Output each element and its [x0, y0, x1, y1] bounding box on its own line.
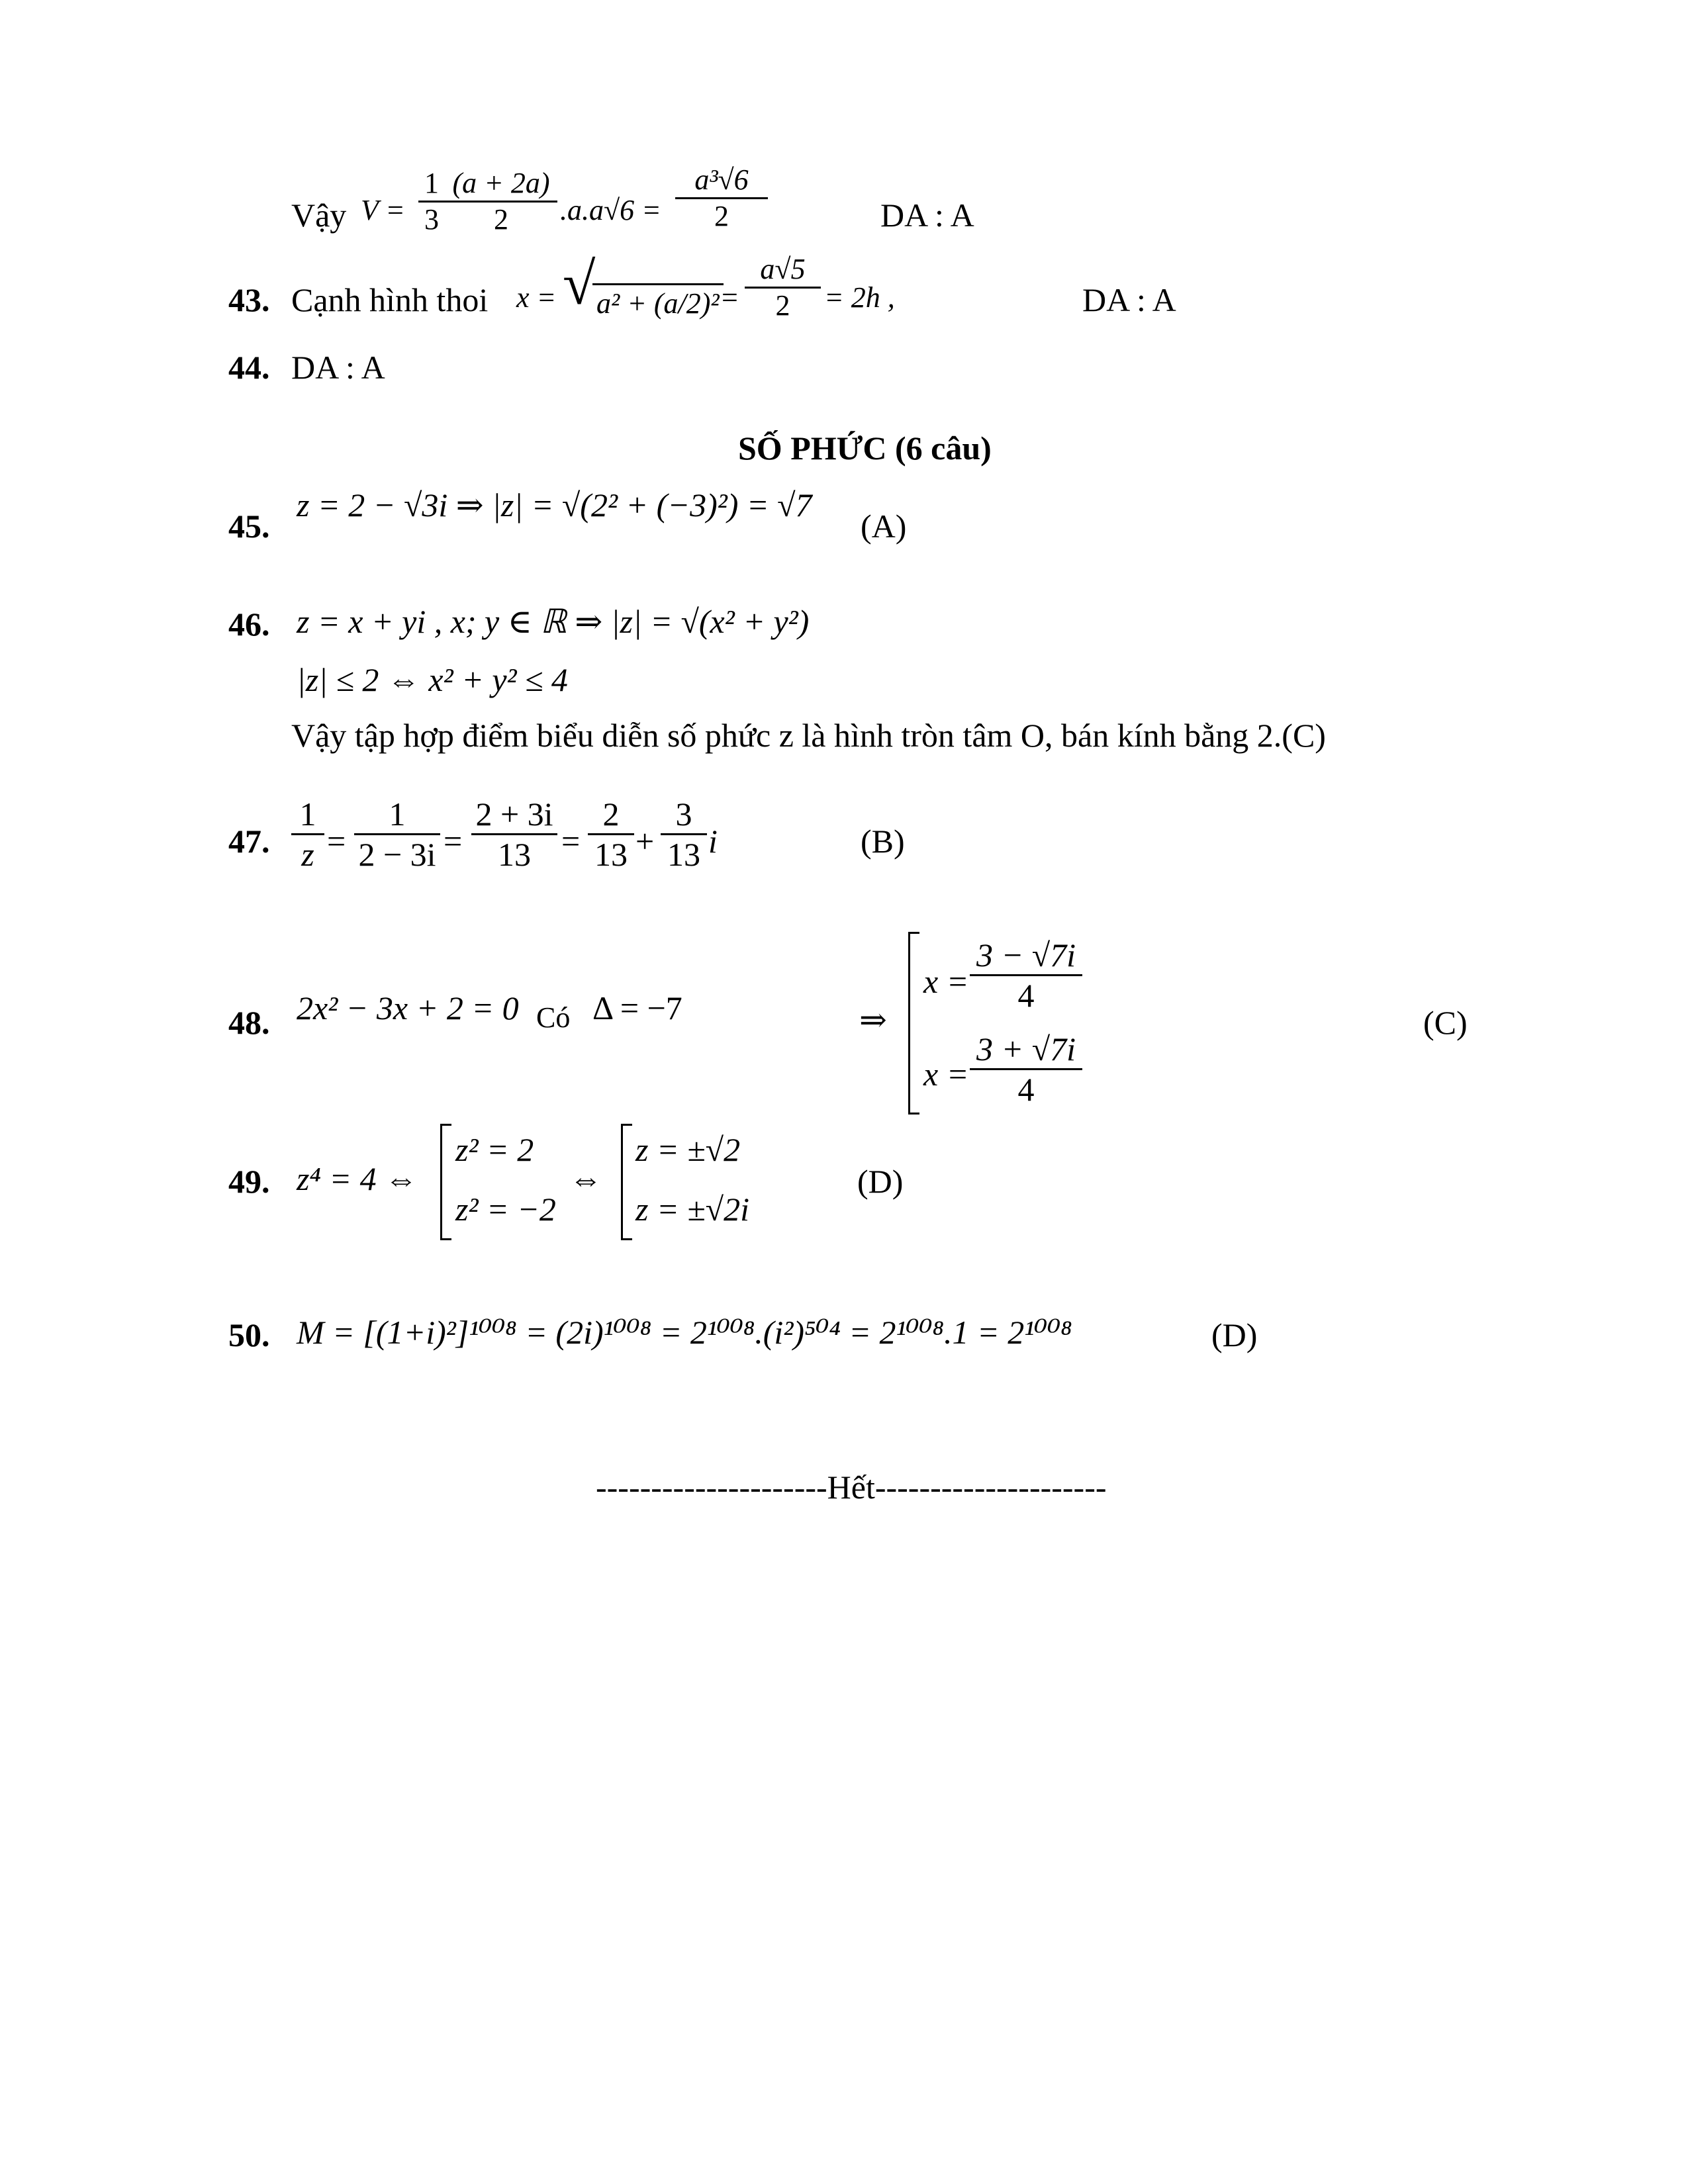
- q42-frac3: [675, 165, 768, 231]
- q49-answer: (D): [857, 1163, 904, 1200]
- q47-f2-bar: [354, 833, 440, 835]
- q43-number: 43.: [228, 281, 270, 318]
- q43-sqrt-sign: √: [563, 251, 596, 317]
- q44-answer: DA : A: [291, 349, 385, 386]
- q47-frac2: [354, 797, 440, 871]
- q47-f3-num: 2 + 3i: [475, 796, 553, 833]
- q42-frac3-den: 2: [714, 200, 729, 232]
- q45-answer: (A): [861, 508, 907, 545]
- q48-sol1-frac: [970, 938, 1082, 1012]
- q43-frac: [745, 255, 821, 320]
- q48-co: Có: [536, 1001, 571, 1034]
- q47-frac5: [661, 797, 707, 871]
- q47-f5-bar: [661, 833, 707, 835]
- q42-frac2-den: 2: [494, 203, 508, 236]
- q49-bracket2: [621, 1124, 632, 1240]
- q43-frac-den: 2: [775, 289, 790, 322]
- q44-number: 44.: [228, 349, 270, 386]
- q49-case1: z² = 2: [455, 1131, 534, 1168]
- q43-text: Cạnh hình thoi: [291, 281, 489, 318]
- q48-sol1-lhs: x =: [923, 963, 969, 1000]
- q48-sol2-bar: [970, 1068, 1082, 1070]
- q42-frac2: [445, 169, 557, 234]
- q48-sol2-den: 4: [1017, 1071, 1035, 1108]
- q50-formula: M = [(1+i)²]¹⁰⁰⁸ = (2i)¹⁰⁰⁸ = 2¹⁰⁰⁸.(i²)⁵⁰⁴ = 2¹⁰⁰⁸.1 = 2¹⁰⁰⁸: [297, 1314, 1072, 1351]
- q47-frac3: [471, 797, 557, 871]
- q47-frac4: [588, 797, 634, 871]
- q46-line2: |z| ≤ 2 ⇔ x² + y² ≤ 4: [297, 661, 568, 698]
- q47-f2-den: 2 − 3i: [358, 836, 436, 873]
- q47-f4-bar: [588, 833, 634, 835]
- q43-answer: DA : A: [1082, 281, 1176, 318]
- q42-frac1-num: 1: [424, 167, 439, 199]
- q49-lhs: z⁴ = 4 ⇔: [297, 1160, 418, 1197]
- q42-frac2-num: (a + 2a): [452, 167, 550, 199]
- q48-implies: ⇒: [859, 1001, 887, 1038]
- q48-delta: Δ = −7: [592, 989, 682, 1026]
- q42-frac1-bar: [418, 201, 445, 203]
- q48-sol2-frac: [970, 1032, 1082, 1106]
- q42-frac1-den: 3: [424, 203, 439, 236]
- q42-mid: .a.a√6 =: [560, 194, 661, 226]
- q43-radicand: a² + (a/2)²: [592, 283, 724, 318]
- q45-formula: z = 2 − √3i ⇒ |z| = √(2² + (−3)²) = √7: [297, 486, 812, 523]
- q47-f1-num: 1: [299, 796, 316, 833]
- q43-formula-start: x =: [516, 281, 557, 314]
- q47-tail: i: [708, 823, 718, 860]
- q47-f5-den: 13: [667, 836, 700, 873]
- q42-frac3-bar: [675, 197, 768, 199]
- q49-iff: ⇔: [569, 1160, 602, 1197]
- q49-bracket1: [440, 1124, 451, 1240]
- q47-answer: (B): [861, 823, 905, 860]
- q49-res2: z = ±√2i: [635, 1191, 749, 1228]
- q45-number: 45.: [228, 508, 270, 545]
- q42-answer: DA : A: [880, 197, 974, 234]
- q47-f3-bar: [471, 833, 557, 835]
- q48-sol2-num: 3 + √7i: [976, 1030, 1076, 1068]
- q47-eq1: =: [327, 823, 346, 860]
- q48-answer: (C): [1423, 1004, 1468, 1041]
- q43-eq: =: [722, 281, 738, 314]
- q47-f4-num: 2: [602, 796, 620, 833]
- q47-f2-num: 1: [389, 796, 406, 833]
- q42-frac1: [418, 169, 445, 234]
- q46-line3: Vậy tập hợp điểm biểu diễn số phức z là hình tròn tâm O, bán kính bằng 2.(C): [291, 717, 1326, 754]
- q47-plus: +: [635, 823, 655, 860]
- q47-eq2: =: [444, 823, 463, 860]
- q50-number: 50.: [228, 1316, 270, 1353]
- q47-frac1: [291, 797, 324, 871]
- q48-sol1-den: 4: [1017, 977, 1035, 1014]
- q48-number: 48.: [228, 1004, 270, 1041]
- q43-formula-end: = 2h ,: [824, 281, 895, 314]
- q49-case2: z² = −2: [455, 1191, 556, 1228]
- q46-line1: z = x + yi , x; y ∈ ℝ ⇒ |z| = √(x² + y²): [297, 603, 810, 640]
- q43-frac-bar: [745, 287, 821, 289]
- q48-sol2-lhs: x =: [923, 1056, 969, 1093]
- q49-number: 49.: [228, 1163, 270, 1200]
- footer-end-marker: ---------------------Hết---------------------: [596, 1469, 1107, 1506]
- q42-formula-lhs: V =: [361, 194, 405, 226]
- q48-sol1-num: 3 − √7i: [976, 936, 1076, 974]
- q48-sol1-bar: [970, 974, 1082, 976]
- q47-f1-den: z: [301, 836, 314, 873]
- q47-number: 47.: [228, 823, 270, 860]
- q47-f3-den: 13: [498, 836, 531, 873]
- q48-bracket: [908, 932, 919, 1115]
- q49-res1: z = ±√2: [635, 1131, 741, 1168]
- q47-f1-bar: [291, 833, 324, 835]
- section-title: SỐ PHỨC (6 câu): [738, 430, 992, 467]
- q47-eq3: =: [561, 823, 581, 860]
- q46-number: 46.: [228, 606, 270, 643]
- q42-prefix: Vậy: [291, 197, 347, 234]
- q43-frac-num: a√5: [760, 253, 806, 285]
- q42-frac3-num: a³√6: [694, 163, 749, 196]
- q50-answer: (D): [1211, 1316, 1258, 1353]
- q42-frac2-bar: [445, 201, 557, 203]
- q47-f5-num: 3: [675, 796, 692, 833]
- q47-f4-den: 13: [594, 836, 628, 873]
- q48-equation: 2x² − 3x + 2 = 0: [297, 989, 519, 1026]
